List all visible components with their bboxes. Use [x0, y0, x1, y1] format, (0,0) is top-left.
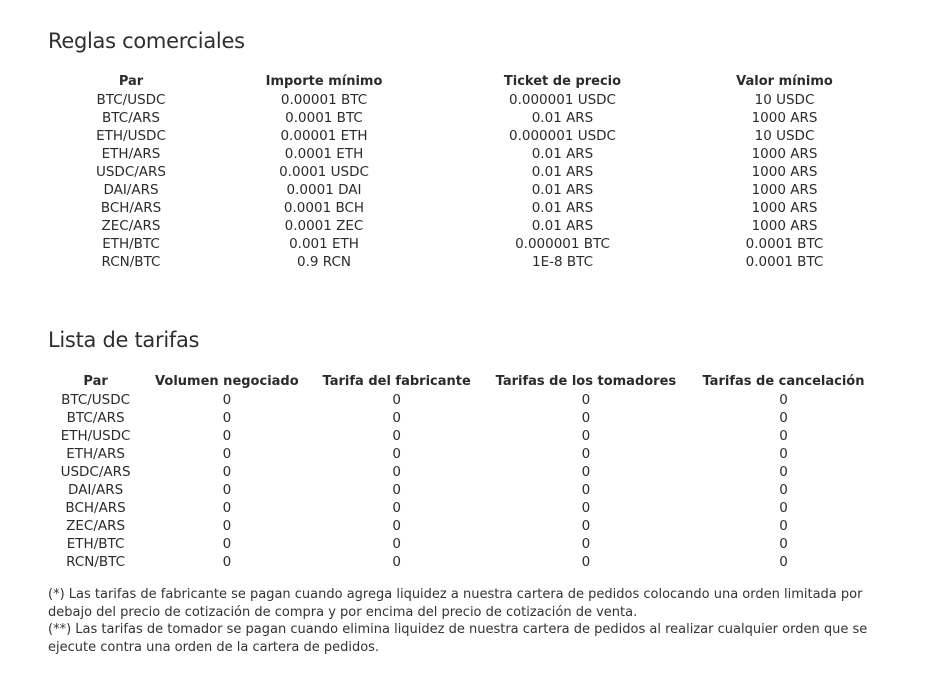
table-row [48, 445, 878, 463]
column-header-traded-volume: Volumen negociado [155, 374, 299, 389]
cell-pair: RCN/BTC [101, 254, 161, 270]
cell-traded-volume: 0 [222, 536, 232, 552]
cell-pair: USDC/ARS [95, 164, 166, 180]
column-header-min-amount: Importe mínimo [265, 74, 383, 89]
cell-pair: BTC/ARS [102, 110, 160, 126]
table-row [48, 481, 878, 499]
cell-min-value: 0.0001 BTC [745, 254, 824, 270]
cell-traded-volume: 0 [222, 446, 232, 462]
cell-price-tick: 0.000001 USDC [509, 128, 616, 144]
cell-pair: BTC/USDC [96, 92, 166, 108]
cell-traded-volume: 0 [222, 410, 232, 426]
cell-min-amount: 0.0001 DAI [286, 182, 362, 198]
cell-maker-fee: 0 [392, 554, 401, 570]
table-row [48, 427, 878, 445]
cell-taker-fee: 0 [581, 518, 591, 534]
cell-taker-fee: 0 [581, 500, 591, 516]
cell-maker-fee: 0 [392, 410, 401, 426]
cell-min-value: 0.0001 BTC [745, 236, 824, 252]
table-row [50, 163, 880, 181]
cell-maker-fee: 0 [392, 518, 401, 534]
cell-taker-fee: 0 [581, 428, 591, 444]
table-row [50, 199, 880, 217]
cell-pair: RCN/BTC [66, 554, 126, 570]
trading-rules-table [50, 73, 880, 271]
cell-cancel-fee: 0 [779, 410, 788, 426]
cell-traded-volume: 0 [222, 554, 232, 570]
column-header-pair: Par [83, 374, 108, 389]
cell-min-amount: 0.0001 USDC [279, 164, 369, 180]
cell-pair: ETH/BTC [102, 236, 160, 252]
cell-price-tick: 1E-8 BTC [531, 254, 593, 270]
cell-min-amount: 0.0001 BCH [283, 200, 365, 216]
cell-min-amount: 0.00001 BTC [280, 92, 368, 108]
table-header-row [50, 73, 880, 91]
cell-price-tick: 0.01 ARS [531, 182, 594, 198]
table-row [50, 127, 880, 145]
cell-taker-fee: 0 [581, 410, 591, 426]
cell-pair: ETH/BTC [66, 536, 125, 552]
cell-pair: DAI/ARS [68, 482, 124, 498]
cell-price-tick: 0.01 ARS [531, 218, 594, 234]
cell-min-value: 1000 ARS [751, 218, 818, 234]
column-header-taker-fee: Tarifas de los tomadores [495, 374, 677, 389]
cell-pair: ZEC/ARS [66, 518, 126, 534]
cell-traded-volume: 0 [222, 428, 232, 444]
cell-taker-fee: 0 [581, 536, 591, 552]
table-row [48, 499, 878, 517]
cell-pair: ZEC/ARS [101, 218, 161, 234]
taker-fee-note: (**) Las tarifas de tomador se pagan cuando elimina liquidez de nuestra cartera de pedidos al realizar cualquier orden que se ejecute contra una orden de la cartera de pedidos. [48, 622, 868, 655]
cell-taker-fee: 0 [581, 446, 591, 462]
cell-min-amount: 0.0001 ETH [284, 146, 364, 162]
column-header-maker-fee: Tarifa del fabricante [322, 374, 471, 389]
cell-traded-volume: 0 [222, 518, 232, 534]
cell-pair: BCH/ARS [65, 500, 126, 516]
cell-pair: BTC/ARS [66, 410, 125, 426]
table-row [48, 391, 878, 409]
table-row [50, 181, 880, 199]
cell-maker-fee: 0 [392, 446, 401, 462]
cell-price-tick: 0.01 ARS [531, 200, 594, 216]
cell-pair: ETH/USDC [60, 428, 131, 444]
cell-cancel-fee: 0 [779, 554, 788, 570]
table-row [50, 253, 880, 271]
trading-rules-title: Reglas comerciales [48, 29, 245, 53]
cell-traded-volume: 0 [222, 482, 232, 498]
cell-price-tick: 0.000001 BTC [515, 236, 610, 252]
cell-cancel-fee: 0 [779, 518, 788, 534]
cell-traded-volume: 0 [222, 500, 232, 516]
cell-cancel-fee: 0 [779, 464, 788, 480]
cell-min-amount: 0.00001 ETH [280, 128, 368, 144]
cell-pair: ETH/ARS [101, 146, 161, 162]
table-row [48, 553, 878, 571]
cell-min-amount: 0.001 ETH [289, 236, 359, 252]
cell-traded-volume: 0 [222, 392, 232, 408]
fee-list-title: Lista de tarifas [48, 328, 200, 352]
table-header-row [48, 373, 878, 391]
table-row [50, 145, 880, 163]
cell-maker-fee: 0 [392, 428, 401, 444]
cell-min-amount: 0.0001 ZEC [284, 218, 364, 234]
cell-maker-fee: 0 [392, 392, 401, 408]
column-header-price-tick: Ticket de precio [503, 74, 622, 89]
cell-pair: BTC/USDC [61, 392, 131, 408]
cell-cancel-fee: 0 [779, 446, 788, 462]
table-row [48, 463, 878, 481]
table-row [50, 235, 880, 253]
column-header-cancel-fee: Tarifas de cancelación [702, 374, 865, 389]
cell-cancel-fee: 0 [779, 392, 788, 408]
table-row [48, 517, 878, 535]
cell-min-value: 1000 ARS [751, 182, 818, 198]
cell-price-tick: 0.01 ARS [531, 164, 594, 180]
column-header-min-value: Valor mínimo [736, 74, 833, 89]
cell-maker-fee: 0 [392, 482, 401, 498]
cell-traded-volume: 0 [222, 464, 232, 480]
cell-pair: BCH/ARS [100, 200, 162, 216]
table-row [48, 535, 878, 553]
cell-pair: USDC/ARS [60, 464, 131, 480]
cell-taker-fee: 0 [581, 482, 591, 498]
cell-cancel-fee: 0 [779, 482, 788, 498]
table-row [50, 91, 880, 109]
cell-pair: ETH/USDC [96, 128, 166, 144]
cell-pair: DAI/ARS [103, 182, 159, 198]
cell-min-amount: 0.9 RCN [297, 254, 351, 270]
fee-notes [48, 586, 908, 656]
fee-list-table [48, 373, 878, 571]
cell-price-tick: 0.01 ARS [531, 110, 594, 126]
column-header-pair: Par [118, 74, 144, 89]
cell-pair: ETH/ARS [66, 446, 125, 462]
cell-min-amount: 0.0001 BTC [285, 110, 363, 126]
cell-min-value: 1000 ARS [751, 146, 818, 162]
cell-maker-fee: 0 [392, 500, 401, 516]
cell-price-tick: 0.01 ARS [531, 146, 594, 162]
table-row [50, 109, 880, 127]
cell-taker-fee: 0 [581, 464, 591, 480]
maker-fee-note: (*) Las tarifas de fabricante se pagan cuando agrega liquidez a nuestra cartera de pedidos colocando una orden limitada por debajo del precio de cotización de compra y por encima del precio de cotización de venta. [48, 587, 863, 620]
cell-min-value: 10 USDC [754, 92, 815, 108]
cell-min-value: 1000 ARS [751, 110, 818, 126]
cell-taker-fee: 0 [581, 392, 591, 408]
cell-min-value: 1000 ARS [751, 200, 818, 216]
cell-price-tick: 0.000001 USDC [509, 92, 616, 108]
cell-cancel-fee: 0 [779, 428, 788, 444]
cell-maker-fee: 0 [392, 536, 401, 552]
cell-maker-fee: 0 [392, 464, 401, 480]
table-row [48, 409, 878, 427]
table-row [50, 217, 880, 235]
cell-min-value: 10 USDC [754, 128, 815, 144]
cell-cancel-fee: 0 [779, 536, 788, 552]
cell-cancel-fee: 0 [779, 500, 788, 516]
cell-min-value: 1000 ARS [751, 164, 818, 180]
cell-taker-fee: 0 [581, 554, 591, 570]
